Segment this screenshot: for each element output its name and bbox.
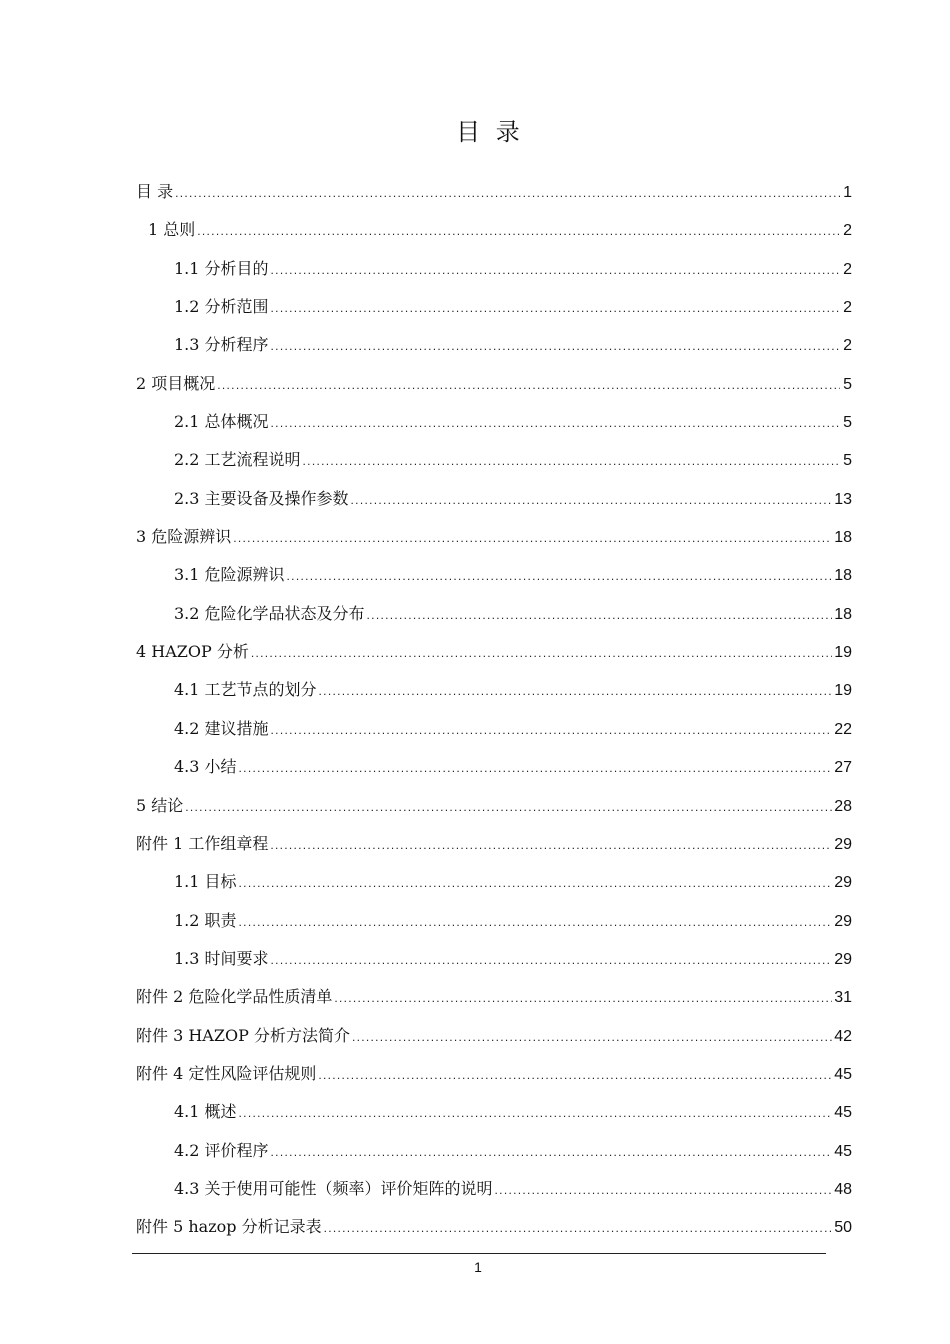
toc-entry-label: 3 危险源辨识 — [136, 527, 232, 547]
toc-entry-label: 2.3 主要设备及操作参数 — [174, 488, 349, 508]
toc-entry[interactable] — [136, 825, 852, 863]
toc-entry[interactable] — [136, 1132, 852, 1170]
toc-entry-label: 3.2 危险化学品状态及分布 — [174, 603, 365, 623]
toc-dot-leader — [251, 634, 832, 672]
toc-entry[interactable] — [136, 518, 852, 556]
toc-entry-label: 2.2 工艺流程说明 — [174, 450, 301, 470]
toc-entry[interactable] — [136, 902, 852, 940]
toc-entry[interactable] — [136, 940, 852, 978]
toc-dot-leader — [233, 519, 832, 557]
toc-entry-label: 1.1 目标 — [174, 872, 237, 892]
toc-entry-page-number: 2 — [843, 222, 852, 240]
toc-dot-leader — [367, 596, 833, 634]
toc-entry[interactable] — [136, 211, 852, 249]
footer-page-number: 1 — [474, 1259, 482, 1275]
toc-entry[interactable] — [136, 403, 852, 441]
toc-entry-label: 1.2 职责 — [174, 910, 237, 930]
toc-entry-label: 1.2 分析范围 — [174, 297, 269, 317]
toc-entry-page-number: 45 — [834, 1104, 852, 1122]
toc-entry[interactable] — [136, 863, 852, 901]
toc-dot-leader — [239, 864, 833, 902]
toc-dot-leader — [271, 941, 833, 979]
toc-entry-label: 4.3 关于使用可能性（频率）评价矩阵的说明 — [174, 1178, 493, 1198]
toc-entry[interactable] — [136, 480, 852, 518]
toc-entry-label: 目 录 — [136, 182, 174, 201]
toc-entry[interactable] — [136, 1170, 852, 1208]
toc-entry-page-number: 2 — [843, 299, 852, 317]
toc-entry-page-number: 31 — [834, 989, 852, 1007]
toc-entry[interactable] — [136, 1055, 852, 1093]
toc-entry-label: 附件 5 hazop 分析记录表 — [136, 1217, 322, 1237]
toc-dot-leader — [352, 1018, 832, 1056]
toc-entry[interactable] — [136, 250, 852, 288]
toc-dot-leader — [197, 212, 840, 250]
toc-entry-label: 附件 4 定性风险评估规则 — [136, 1063, 317, 1083]
toc-entry[interactable] — [136, 556, 852, 594]
toc-dot-leader — [270, 826, 832, 864]
toc-entry[interactable] — [136, 173, 852, 211]
toc-dot-leader — [271, 404, 840, 442]
toc-dot-leader — [271, 289, 840, 327]
toc-entry-page-number: 5 — [843, 414, 852, 432]
toc-entry[interactable] — [136, 787, 852, 825]
toc-dot-leader — [324, 1209, 833, 1247]
toc-entry-label: 附件 1 工作组章程 — [136, 833, 269, 853]
toc-dot-leader — [185, 788, 832, 826]
toc-entry[interactable] — [136, 1208, 852, 1246]
toc-dot-leader — [287, 557, 833, 595]
toc-entry[interactable] — [136, 748, 852, 786]
toc-entry-page-number: 45 — [834, 1142, 852, 1160]
toc-entry-label: 4.1 概述 — [174, 1102, 237, 1122]
toc-dot-leader — [303, 442, 840, 480]
page-title: 目 录 — [456, 118, 524, 146]
toc-dot-leader — [271, 327, 840, 365]
toc-dot-leader — [239, 903, 833, 941]
toc-entry[interactable] — [136, 710, 852, 748]
toc-entry[interactable] — [136, 1093, 852, 1131]
toc-entry-page-number: 5 — [843, 375, 852, 393]
toc-entry[interactable] — [136, 978, 852, 1016]
toc-entry-page-number: 18 — [834, 529, 852, 547]
toc-entry-page-number: 18 — [834, 567, 852, 585]
toc-entry-page-number: 42 — [834, 1027, 852, 1045]
toc-entry[interactable] — [136, 326, 852, 364]
toc-entry-page-number: 19 — [834, 682, 852, 700]
toc-entry-page-number: 18 — [834, 605, 852, 623]
toc-entry-page-number: 45 — [834, 1065, 852, 1083]
toc-entry[interactable] — [136, 1017, 852, 1055]
toc-entry-page-number: 29 — [834, 950, 852, 968]
toc-entry-page-number: 2 — [843, 337, 852, 355]
toc-dot-leader — [351, 481, 833, 519]
toc-entry-page-number: 5 — [843, 452, 852, 470]
toc-entry-page-number: 27 — [834, 759, 852, 777]
toc-dot-leader — [271, 251, 840, 289]
toc-entry-label: 4.3 小结 — [174, 757, 237, 777]
toc-entry-label: 4.2 建议措施 — [174, 718, 269, 738]
toc-entry-page-number: 48 — [834, 1180, 852, 1198]
toc-entry-label: 1.3 分析程序 — [174, 335, 269, 355]
toc-entry-label: 4.2 评价程序 — [174, 1140, 269, 1160]
toc-dot-leader — [239, 749, 833, 787]
toc-entry-label: 5 结论 — [136, 795, 184, 815]
toc-dot-leader — [271, 1133, 833, 1171]
toc-dot-leader — [239, 1094, 833, 1132]
toc-entry[interactable] — [136, 595, 852, 633]
toc-dot-leader — [318, 1056, 832, 1094]
toc-entry-label: 1.3 时间要求 — [174, 948, 269, 968]
footer-divider — [132, 1253, 826, 1254]
toc-entry[interactable] — [136, 633, 852, 671]
toc-dot-leader — [495, 1171, 833, 1209]
toc-entry-page-number: 29 — [834, 835, 852, 853]
toc-entry[interactable] — [136, 288, 852, 326]
toc-dot-leader — [175, 174, 840, 212]
toc-entry-page-number: 29 — [834, 874, 852, 892]
toc-entry-label: 4 HAZOP 分析 — [136, 642, 249, 662]
toc-entry-label: 3.1 危险源辨识 — [174, 565, 285, 585]
toc-entry-page-number: 22 — [834, 720, 852, 738]
toc-entry-label: 1.1 分析目的 — [174, 258, 269, 278]
toc-entry-page-number: 13 — [834, 490, 852, 508]
toc-entry-page-number: 2 — [843, 260, 852, 278]
toc-entry[interactable] — [136, 441, 852, 479]
toc-entry-label: 4.1 工艺节点的划分 — [174, 680, 317, 700]
toc-entry-page-number: 28 — [834, 797, 852, 815]
toc-dot-leader — [271, 711, 833, 749]
toc-entry-label: 1 总则 — [148, 220, 196, 240]
toc-entry-label: 2 项目概况 — [136, 373, 216, 393]
table-of-contents — [136, 173, 852, 1247]
toc-dot-leader — [319, 672, 833, 710]
toc-entry-label: 附件 2 危险化学品性质清单 — [136, 987, 333, 1007]
toc-entry[interactable] — [136, 365, 852, 403]
toc-dot-leader — [217, 366, 840, 404]
toc-entry-label: 2.1 总体概况 — [174, 412, 269, 432]
toc-entry[interactable] — [136, 671, 852, 709]
toc-entry-page-number: 1 — [843, 184, 852, 201]
toc-entry-page-number: 19 — [834, 644, 852, 662]
toc-dot-leader — [334, 979, 832, 1017]
toc-entry-page-number: 50 — [834, 1219, 852, 1237]
toc-entry-page-number: 29 — [834, 912, 852, 930]
toc-entry-label: 附件 3 HAZOP 分析方法简介 — [136, 1025, 350, 1045]
